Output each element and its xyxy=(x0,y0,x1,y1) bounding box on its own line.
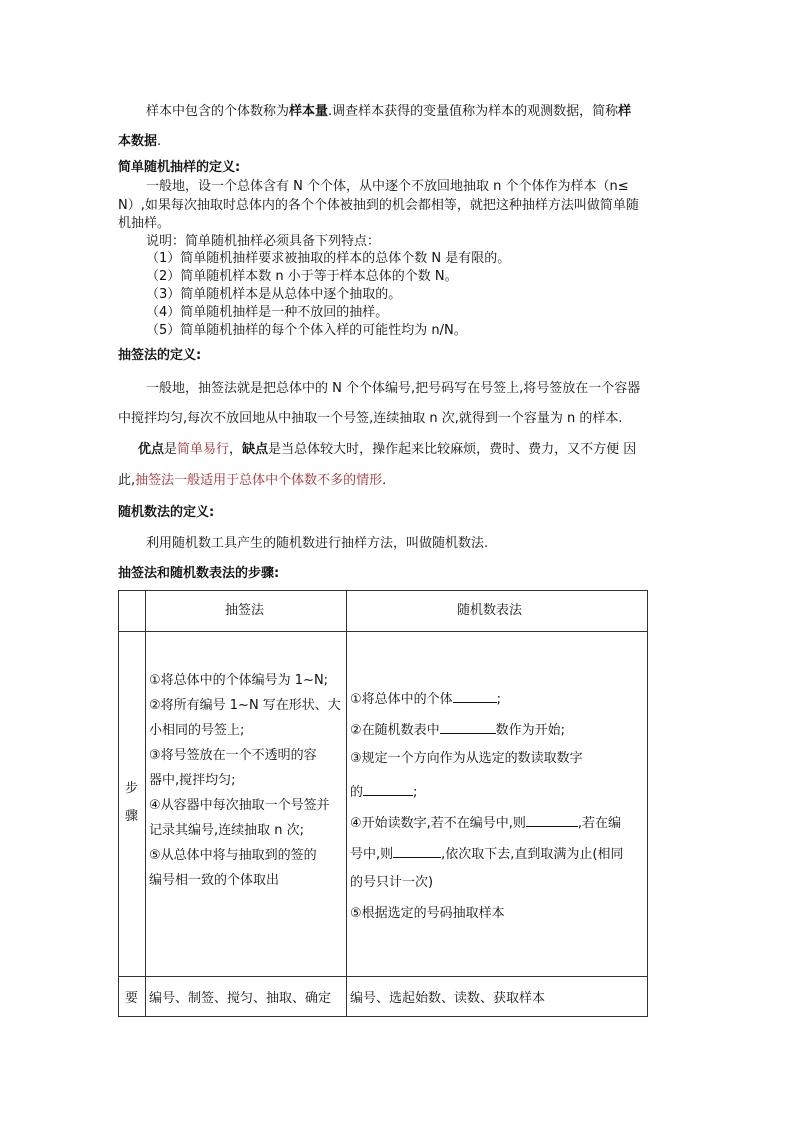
sr-point-3: （3）简单随机样本是从总体中逐个抽取的。 xyxy=(146,287,402,302)
term-sample-data: 本数据 xyxy=(118,134,158,149)
text: 此, xyxy=(118,473,136,488)
lottery-step: ③将号签放在一个不透明的容 xyxy=(149,748,317,763)
sr-note: 说明：简单随机抽样必须具备下列特点： xyxy=(146,234,381,249)
random-step xyxy=(350,782,417,801)
table-divider xyxy=(346,591,347,1016)
text: . xyxy=(382,473,387,488)
text: ④开始读数字,若不在编号中,则 xyxy=(350,816,526,831)
lottery-line-1: 一般地，抽签法就是把总体中的 N 个个体编号,把号码写在号签上,将号签放在一个容器 xyxy=(146,381,641,396)
punct: . xyxy=(157,134,162,149)
text: ,若在编 xyxy=(577,816,622,831)
lottery-step: 器中,搅拌均匀; xyxy=(149,773,236,788)
lottery-line-2: 中搅拌均匀,每次不放回地从中抽取一个号签,连续抽取 n 次,就得到一个容量为 n 的样本. xyxy=(118,411,623,426)
random-step xyxy=(350,689,501,708)
text: ; xyxy=(413,785,418,800)
disadvantage-label: 缺点 xyxy=(242,442,269,457)
lottery-step: ①将总体中的个体编号为 1~N; xyxy=(149,673,329,688)
advantage-value: 简单易行 xyxy=(177,442,230,457)
random-step: ③规定一个方向作为从选定的数读取数字 xyxy=(350,751,583,766)
intro-text: 样本中包含的个体数称为 xyxy=(146,104,290,119)
fill-blank xyxy=(440,720,496,734)
fill-blank xyxy=(453,689,497,703)
disadvantage-text: 是当总体较大时，操作起来比较麻烦，费时、费力，又不方便 因 xyxy=(268,442,637,457)
heading-steps: 抽签法和随机数表法的步骤: xyxy=(118,566,280,581)
lottery-line-3 xyxy=(138,442,636,458)
random-step: ⑤根据选定的号码抽取样本 xyxy=(350,906,505,921)
sr-line-3: 机抽样。 xyxy=(118,216,171,231)
term-sample-data-start: 样 xyxy=(618,104,632,119)
lottery-step: ④从容器中每次抽取一个号签并 xyxy=(149,798,330,813)
fill-blank xyxy=(526,813,578,827)
text: 数作为开始; xyxy=(495,723,566,738)
random-step xyxy=(350,720,565,739)
sr-line-2: N）,如果每次抽取时总体内的各个个体被抽到的机会都相等，就把这种抽样方法叫做简单随 xyxy=(118,198,639,213)
table-divider xyxy=(119,976,647,977)
table-divider xyxy=(145,591,146,1016)
sr-point-2: （2）简单随机样本数 n 小于等于样本总体的个数 N。 xyxy=(146,269,458,284)
intro-text: .调查样本获得的变量值称为样本的观测数据，简称 xyxy=(328,104,619,119)
row-label-steps-1: 步 xyxy=(125,781,139,796)
lottery-step: ②将所有编号 1~N 写在形状、大 xyxy=(149,698,341,713)
random-step: 的号只计一次) xyxy=(350,875,434,890)
text: ②在随机数表中 xyxy=(350,723,440,738)
lottery-step: 小相同的号签上; xyxy=(149,723,245,738)
term-sample-size: 样本量 xyxy=(289,104,329,119)
text: ①将总体中的个体 xyxy=(350,692,453,707)
random-step xyxy=(350,813,621,832)
sr-point-5: （5）简单随机抽样的每个个体入样的可能性均为 n/N。 xyxy=(146,323,467,338)
header-lottery: 抽签法 xyxy=(225,603,265,618)
random-line-1: 利用随机数工具产生的随机数进行抽样方法，叫做随机数法. xyxy=(146,536,489,551)
header-random-table: 随机数表法 xyxy=(457,603,523,618)
row-label-summary: 要 xyxy=(125,991,139,1006)
text: ,依次取下去,直到取满为止(相同 xyxy=(441,847,624,862)
heading-lottery: 抽签法的定义: xyxy=(118,348,202,363)
text: ; xyxy=(496,692,502,707)
summary-random-table: 编号、选起始数、读数、获取样本 xyxy=(350,991,546,1006)
lottery-step: ⑤从总体中将与抽取到的签的 xyxy=(149,848,317,863)
text: 的 xyxy=(350,785,364,800)
heading-random-number: 随机数法的定义: xyxy=(118,505,215,520)
text: ， xyxy=(229,442,243,457)
lottery-line-4 xyxy=(118,473,386,489)
row-label-steps-2: 骤 xyxy=(125,809,139,824)
intro-line-1 xyxy=(146,104,631,120)
sr-line-1: 一般地，设一个总体含有 N 个个体，从中逐个不放回地抽取 n 个个体作为样本（n≤ xyxy=(146,179,629,194)
steps-table xyxy=(118,590,648,1017)
sr-point-4: （4）简单随机抽样是一种不放回的抽样。 xyxy=(146,305,389,320)
heading-simple-random: 简单随机抽样的定义: xyxy=(118,160,241,175)
table-divider xyxy=(119,631,647,632)
lottery-step: 记录其编号,连续抽取 n 次; xyxy=(149,823,305,838)
summary-lottery: 编号、制签、搅匀、抽取、确定 xyxy=(149,991,332,1006)
sr-point-1: （1）简单随机抽样要求被抽取的样本的总体个数 N 是有限的。 xyxy=(146,251,511,266)
text: 是 xyxy=(164,442,178,457)
fill-blank xyxy=(393,844,441,858)
intro-line-2 xyxy=(118,134,161,150)
lottery-applicability: 抽签法一般适用于总体中个体数不多的情形 xyxy=(135,473,383,488)
text: 号中,则 xyxy=(350,847,394,862)
advantage-label: 优点 xyxy=(138,442,165,457)
random-step xyxy=(350,844,623,863)
fill-blank xyxy=(363,782,413,796)
lottery-step: 编号相一致的个体取出 xyxy=(149,873,280,888)
